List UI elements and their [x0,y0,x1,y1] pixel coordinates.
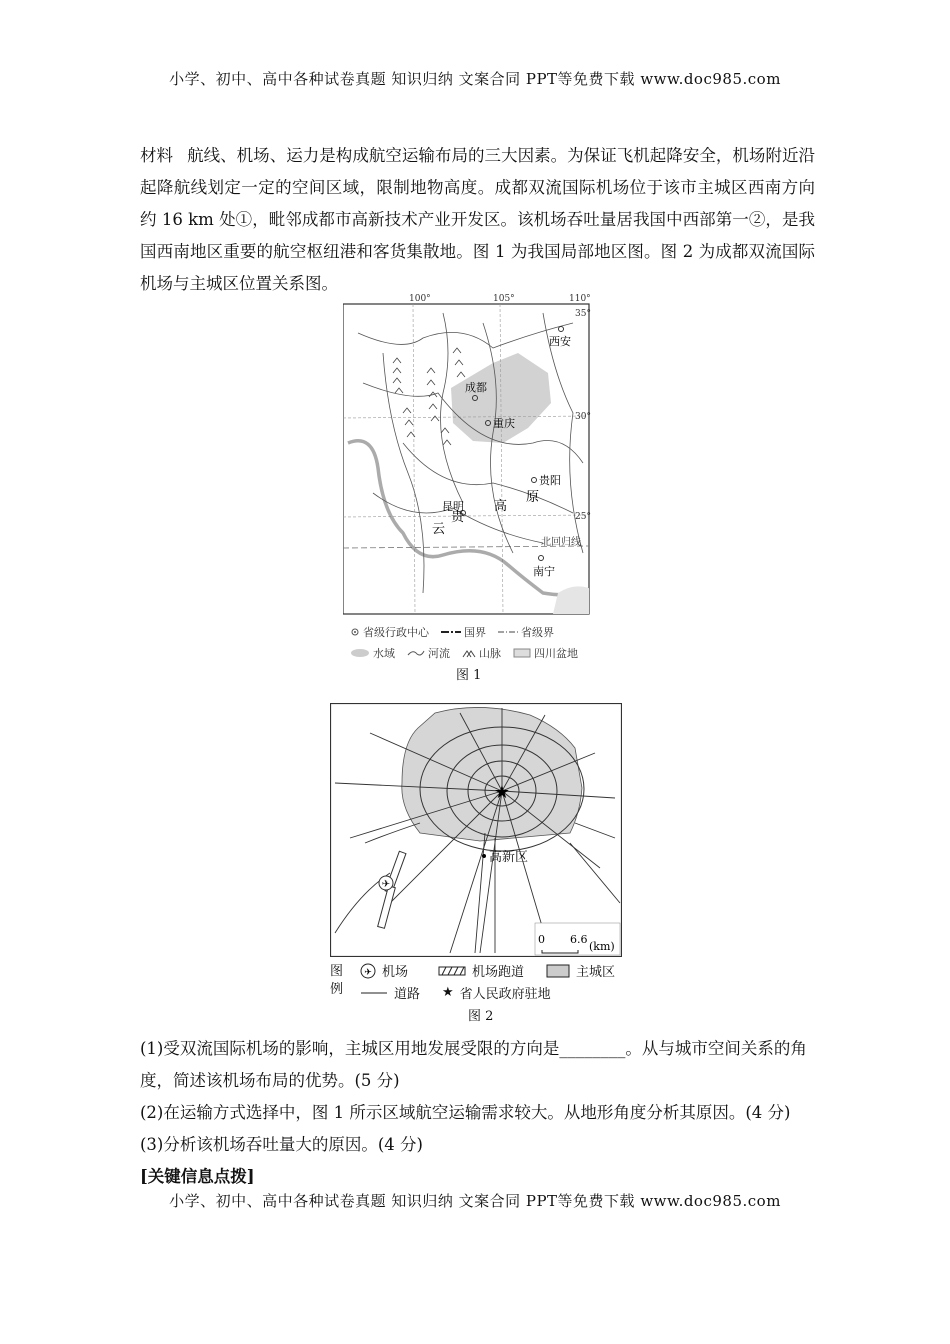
legend-label: 机场跑道 [472,965,525,980]
city-label: 成都 [465,381,487,394]
city-label: 贵阳 [539,474,561,487]
mountain-icon [462,648,476,658]
legend-item: 四川盆地 [513,645,578,661]
question-1: (1)受双流国际机场的影响，主城区用地发展受限的方向是________。从与城市空间关系的角度，简述该机场布局的优势。(5 分) [140,1039,807,1090]
figure1-map [343,293,593,615]
region-label: 云 [432,522,446,537]
lat-label: 30° [575,412,591,422]
river-icon [407,648,425,658]
lat-label: 35° [575,309,591,319]
provincial-center-icon [350,627,360,637]
region-label: 原 [526,490,540,505]
figure1-caption: 图 1 [456,668,482,683]
region-label: 贵 [451,510,465,525]
legend-item: 省级行政中心 [350,624,429,640]
tropic-label: 北回归线 [541,537,581,548]
legend-label: 机场 [382,965,409,980]
legend-label: 省人民政府驻地 [459,987,551,1002]
key-info-heading: [关键信息点拨] [140,1167,255,1186]
material-text: 航线、机场、运力是构成航空运输布局的三大因素。为保证飞机起降安全，机场附近沿起降航线划定一定的空间区域，限制地物高度。成都双流国际机场位于该市主城区西南方向约 16 km 处①，毗邻成都市高新技术产业开发区。该机场吞吐量居我国中西部第一②，是我国西南地区重要的航空枢纽港和客货集散地。图 1 为我国局部地区图。图 2 为成都双流国际机场与主城区位置关系图。 [140,146,816,293]
legend-label: 主城区 [576,965,616,980]
legend-item: 河流 [407,645,450,661]
scale-unit: (km) [589,940,615,953]
figure1-legend [350,624,610,666]
lat-label: 25° [575,512,591,522]
city-label: 西安 [549,335,571,348]
legend-item: 水域 [350,645,395,661]
city-label: 南宁 [533,565,555,578]
material-label: 材料 [140,146,174,165]
airport-icon [360,963,376,979]
national-border-icon [441,628,461,636]
region-label: 高 [494,499,508,514]
legend-item: 省级界 [498,624,554,640]
legend-label: 道路 [394,987,421,1002]
basin-icon [513,648,531,658]
water-icon [350,648,370,658]
scale-start: 0 [538,933,545,946]
lon-label: 100° [409,294,431,304]
legend-title: 图例 [330,964,344,997]
questions [140,1033,820,1193]
question-2: (2)在运输方式选择中，图 1 所示区域航空运输需求较大。从地形角度分析其原因。(4 分) [140,1103,791,1122]
star-icon: ★ [442,985,454,1000]
scale-end: 6.6 [570,933,588,946]
page-footer: 小学、初中、高中各种试卷真题 知识归纳 文案合同 PPT等免费下载 www.doc985.com [169,1192,781,1210]
urban-area-icon [546,964,570,978]
page-header: 小学、初中、高中各种试卷真题 知识归纳 文案合同 PPT等免费下载 www.doc985.com [169,70,781,88]
legend-item: 山脉 [462,645,501,661]
question-3: (3)分析该机场吞吐量大的原因。(4 分) [140,1135,423,1154]
material-paragraph [140,140,815,300]
lon-label: 110° [569,294,591,304]
lon-label: 105° [493,294,515,304]
provincial-border-icon [498,628,518,636]
svg-text:✈: ✈ [364,967,372,978]
government-star: ★ [493,782,511,803]
city-label: 重庆 [493,417,515,430]
svg-text:✈: ✈ [381,879,391,890]
city-label: 昆明 [442,500,464,513]
legend-item: 国界 [441,624,486,640]
district-label: 高新区 [489,850,529,865]
figure2-caption: 图 2 [468,1009,494,1024]
runway-icon [438,966,466,976]
road-icon [360,988,388,998]
figure2-map [330,703,622,957]
